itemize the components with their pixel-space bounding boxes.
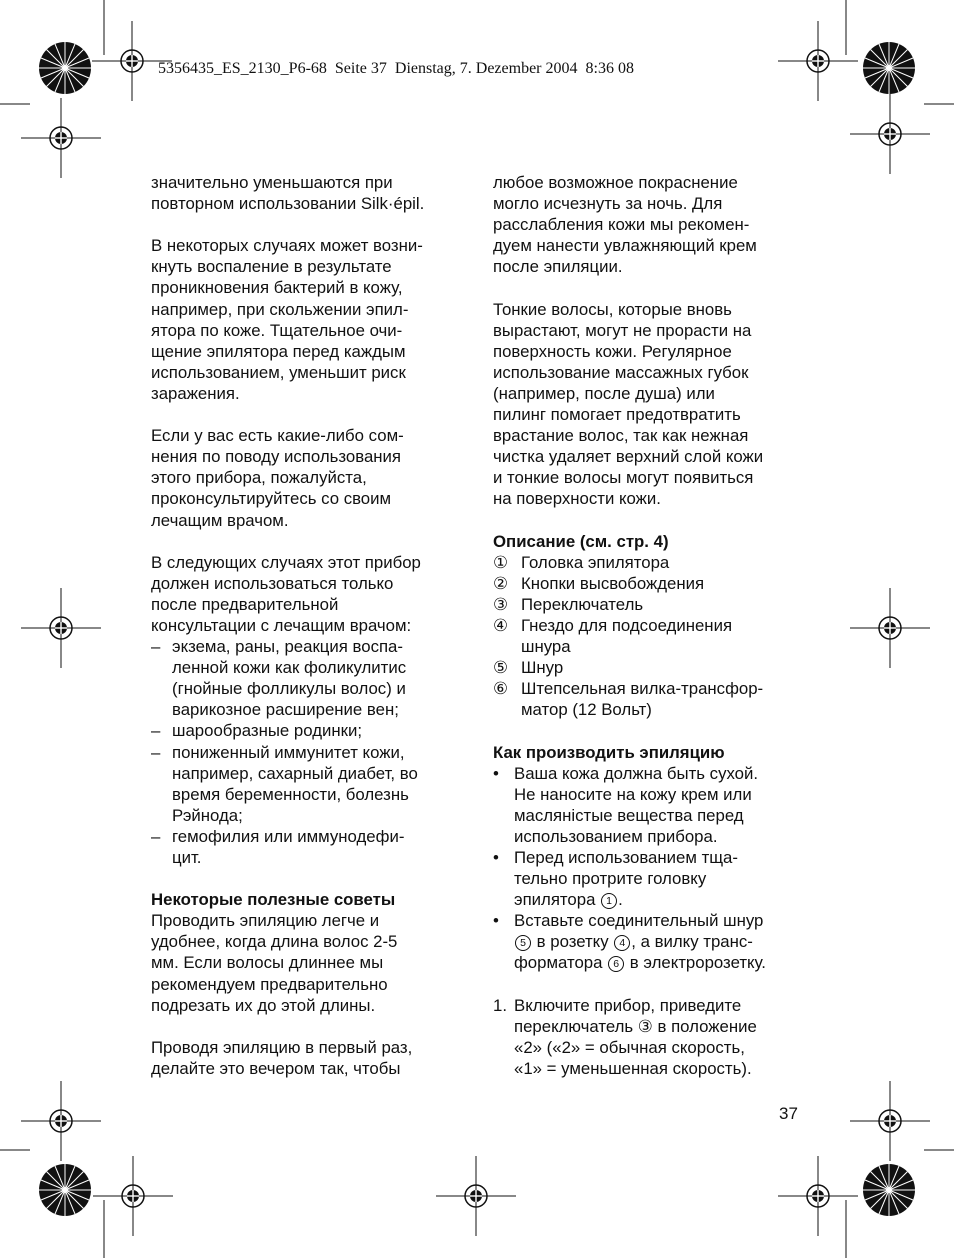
text-line: значительно уменьшаются при (151, 173, 393, 192)
text-line: варикозное расширение вен; (172, 700, 399, 720)
text-line: форматора 6 в электророзетку. (514, 953, 766, 973)
text-line: «1» = уменьшенная скорость). (514, 1058, 752, 1078)
list-marker: ② (493, 573, 509, 593)
text-line: ятора по коже. Тщательное очи- (151, 320, 403, 340)
text-line: рекомендуем предварительно (151, 974, 388, 994)
text-line: пониженный иммунитет кожи, (172, 742, 405, 762)
text-line: мм. Если волосы длиннее мы (151, 953, 384, 973)
paragraph (151, 235, 469, 404)
text-line: время беременности, болезнь (172, 784, 409, 804)
list-marker: ③ (493, 594, 509, 614)
list-marker: • (493, 763, 499, 783)
text-line: поверхность кожи. Регулярное (493, 341, 732, 361)
text-line: В следующих случаях этот прибор (151, 552, 421, 572)
left-column (151, 172, 469, 1100)
right-column (493, 172, 813, 1079)
list-marker: • (493, 848, 499, 867)
text-line: В некоторых случаях может возни- (151, 236, 423, 256)
list-item (493, 678, 813, 720)
text-line: могло исчезнуть за ночь. Для (493, 194, 723, 214)
list-item-text (521, 594, 643, 615)
text-line: щение эпилятора перед каждым (151, 341, 406, 361)
list-item (493, 910, 813, 973)
section-heading: Некоторые полезные советы (151, 890, 396, 910)
text-line: например, сахарный диабет, во (172, 763, 418, 783)
list-item-text (172, 826, 404, 868)
list-marker: ④ (493, 615, 509, 635)
text-line: проконсультируйтесь со своим (151, 489, 392, 509)
list-item (151, 636, 469, 720)
text-line: 5 в розетку 4 , а вилку транс- (514, 931, 766, 952)
section-heading: Как производить эпиляцию (493, 742, 725, 762)
list-item-text (514, 995, 757, 1079)
list-marker: • (493, 911, 499, 931)
item-number-badge: 4 (614, 935, 630, 951)
list-item-text (514, 847, 738, 910)
text-line: «2» («2» = обычная скорость, (514, 1037, 745, 1057)
list-item (493, 552, 813, 573)
text-line: (гнойные фолликулы волос) и (172, 679, 406, 699)
list-marker: – (151, 742, 161, 762)
list-item-text (521, 657, 563, 678)
text-line: Перед использованием тща- (514, 848, 738, 867)
text-line: Тонкие волосы, которые вновь (493, 299, 732, 319)
text-line: использование массажных губок (493, 362, 749, 382)
text-line: ленной кожи как фоликулитис (172, 658, 407, 678)
text-line: консультации с лечащим врачом: (151, 615, 412, 635)
list-item (493, 847, 813, 910)
text-line: должен использоваться только (151, 573, 394, 593)
list-item (151, 742, 469, 826)
text-line: эпилятора 1 . (514, 890, 623, 910)
text-line: Ваша кожа должна быть сухой. (514, 763, 759, 783)
text-line: шарообразные родинки; (172, 721, 363, 741)
text-line: расслабления кожи мы рекомен- (493, 215, 750, 235)
tips-section (151, 889, 469, 1016)
paragraph (151, 172, 469, 214)
page-number: 37 (779, 1104, 798, 1123)
list-item (151, 720, 469, 741)
text-line: Переключатель (521, 594, 644, 614)
text-line: заражения. (151, 383, 240, 403)
text-line: после предварительной (151, 594, 339, 614)
list-marker: ⑤ (493, 658, 509, 678)
text-line: и тонкие волосы могут появиться (493, 468, 754, 488)
text-line: вырастают, могут не прорасти на (493, 320, 752, 340)
text-line: переключатель ③ в положение (514, 1016, 757, 1036)
paragraph (151, 1037, 469, 1079)
list-item (493, 615, 813, 657)
paragraph (493, 299, 813, 510)
list-marker: ⑥ (493, 679, 509, 699)
text-line: Кнопки высвобождения (521, 573, 705, 593)
text-line: Включите прибор, приведите (514, 995, 742, 1015)
dash-list (151, 636, 469, 868)
paragraph (151, 425, 469, 530)
print-header: 5356435_ES_2130_P6-68 Seite 37 Dienstag, 7. Dezember 2004 8:36 08 (158, 60, 634, 77)
text-line: кнуть воспаление в результате (151, 257, 392, 277)
text-line: Рэйнода; (172, 805, 243, 825)
list-marker: – (151, 826, 161, 846)
text-line: лечащим врачом. (151, 510, 289, 530)
text-line: Шнур (521, 658, 564, 678)
list-item-text (521, 573, 704, 594)
list-item (493, 657, 813, 678)
text-line: Если у вас есть какие-либо сом- (151, 426, 404, 446)
section-heading: Описание (см. стр. 4) (493, 531, 669, 551)
text-line: (например, после душа) или (493, 383, 715, 403)
text-line: например, при скольжении эпил- (151, 299, 409, 319)
list-marker: ① (493, 552, 509, 572)
list-item (493, 594, 813, 615)
item-number-badge: 6 (608, 956, 624, 972)
text-line: Вставьте соединительный шнур (514, 911, 764, 931)
text-line: нения по поводу использования (151, 447, 402, 467)
list-item-text (521, 615, 732, 657)
list-item-text (172, 636, 406, 720)
list-item (151, 826, 469, 868)
text-line: экзема, раны, реакция воспа- (172, 637, 403, 657)
item-number-badge: 1 (601, 893, 617, 909)
text-line: после эпиляции. (493, 257, 623, 277)
text-line: проникновения бактерий в кожу, (151, 278, 403, 298)
text-line: пилинг помогает предотвратить (493, 405, 741, 425)
text-line: делайте это вечером так, чтобы (151, 1058, 401, 1078)
text-line: Штепсельная вилка-трансфор- (521, 679, 764, 699)
text-line: цит. (172, 848, 202, 867)
list-marker: – (151, 721, 161, 741)
how-to-list (493, 742, 813, 974)
text-line: этого прибора, пожалуйста, (151, 468, 367, 488)
list-marker: 1. (493, 995, 507, 1015)
list-item-text (521, 552, 669, 573)
list-item-text (514, 763, 758, 847)
text-line: шнура (521, 637, 571, 657)
text-line: Проводить эпиляцию легче и (151, 911, 380, 931)
text-line: врастание волос, так как нежная (493, 426, 749, 446)
text-line: матор (12 Вольт) (521, 700, 652, 720)
text-line: гемофилия или иммунодефи- (172, 826, 405, 846)
list-marker: – (151, 637, 161, 657)
paragraph (493, 172, 813, 277)
text-line: дуем нанести увлажняющий крем (493, 236, 757, 256)
text-line: масляністые вещества перед (514, 805, 744, 825)
numbered-step (493, 995, 813, 1079)
description-list (493, 531, 813, 721)
paragraph (151, 552, 469, 636)
text-line: любое возможное покраснение (493, 173, 738, 192)
list-item-text (172, 742, 418, 826)
text-line: Не наносите на кожу крем или (514, 784, 752, 804)
text-line: на поверхности кожи. (493, 489, 661, 509)
list-item (493, 573, 813, 594)
text-line: тельно протрите головку (514, 869, 707, 889)
list-item-text (514, 910, 766, 973)
item-number-badge: 5 (515, 935, 531, 951)
text-line: повторном использовании Silk·épil. (151, 194, 425, 214)
text-line: использованием прибора. (514, 826, 718, 846)
list-item-text (521, 678, 763, 720)
list-item-text (172, 720, 362, 741)
text-line: Гнездо для подсоединения (521, 615, 733, 635)
text-line: чистка удаляет верхний слой кожи (493, 447, 764, 467)
text-line: удобнее, когда длина волос 2-5 (151, 932, 398, 952)
text-line: Головка эпилятора (521, 552, 670, 572)
list-item (493, 763, 813, 847)
text-line: подрезать их до этой длины. (151, 995, 376, 1015)
text-line: использованием, уменьшит риск (151, 362, 406, 382)
text-line: Проводя эпиляцию в первый раз, (151, 1037, 413, 1057)
